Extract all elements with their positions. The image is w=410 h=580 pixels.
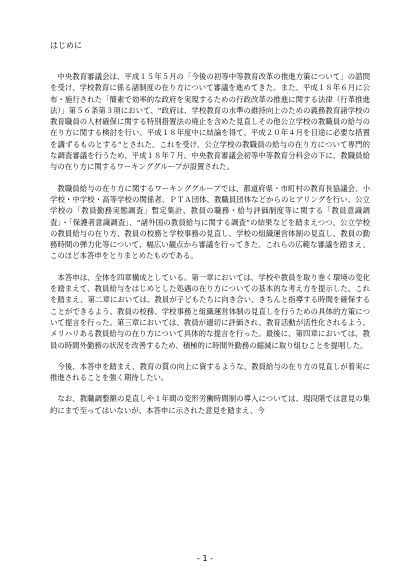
paragraph-expectation: 今後、本答申を踏まえ、教育の質の向上に資するような、教員給与の在り方の見直しが着実に推進されることを強く期待したい。 xyxy=(50,361,370,383)
paragraph-background: 中央教育審議会は、平成１５年５月の「今後の初等中等教育改革の推進方策について」の諮問を受け、学校教育に係る諸制度の在り方について審議を進めてきた。また、平成１８年６月に公布・施行された「簡素で効率的な政府を実現するための行政改革の推進に関する法律（行革推進法）」第５６条第３項において、“政府は、学校教育の水準の維持向上のための義務教育諸学校の教育職員の人材確保に関する特別措置法の廃止を含めた見直しその他公立学校の教職員の給与の在り方に関する検討を行い、平成１８年度中に結論を得て、平成２０年４月を目途に必要な措置を講ずるものとする”とされた。これを受け、公立学校の教職員の給与の在り方について専門的な調査審議を行うため、平成１８年７月、中央教育審議会初等中等教育分科会の下に、教職員給与の在り方に関するワーキンググループが設置された。 xyxy=(50,72,370,172)
document-heading: はじめに xyxy=(50,41,82,50)
page-number: - 1 - xyxy=(197,554,213,563)
paragraph-working-group: 教職員給与の在り方に関するワーキンググループでは、都道府県・市町村の教育長協議会、小学校・中学校・高等学校の関係者、ＰＴＡ団体、教職員団体などからのヒアリングを行い、公立学校の「教員勤務実態調査」暫定集計、教員の職務・給与評価制度等に関する「教員意識調査」・「保護者意識調査」、“諸外国の教員給与に関する調査”の結果などを踏まえつつ、公立学校の教員給与の在り方、教員の校務と学校事務の見直し、学校の組織運営体制の見直し、教員の勤務時間の弾力化等について、幅広い観点から審議を行ってきた。これらの広範な審議を踏まえ、このほど本答申をとりまとめたものである。 xyxy=(50,183,370,261)
paragraph-note: なお、教職調整額の見直しや１年間の変形労働時間制の導入については、現段階では意見の集約にまで至ってはいないが、本答申に示された意見を踏まえ、今 xyxy=(50,394,370,415)
paragraph-structure: 本答申は、全体を四章構成としている。第一章においては、学校や教員を取り巻く環境の変化を踏まえて、教員給与をはじめとした処遇の在り方についての基本的な考え方を提示した。これを踏まえ、第二章においては、教員が子どもたちに向き合い、きちんと指導する時間を確保することができるよう、教員の校務、学校事務と組織運営体制の見直しを行うための具体的方策について提言を行った。第三章においては、教員が適切に評価され、教育活動が活性化されるよう、メリハリある教員給与の在り方について具体的な提言を行った。最後に、第四章においては、教員の時間外勤務の状況を改善するため、積極的に時間外勤務の縮減に取り組むことを提唱した。 xyxy=(50,272,370,350)
